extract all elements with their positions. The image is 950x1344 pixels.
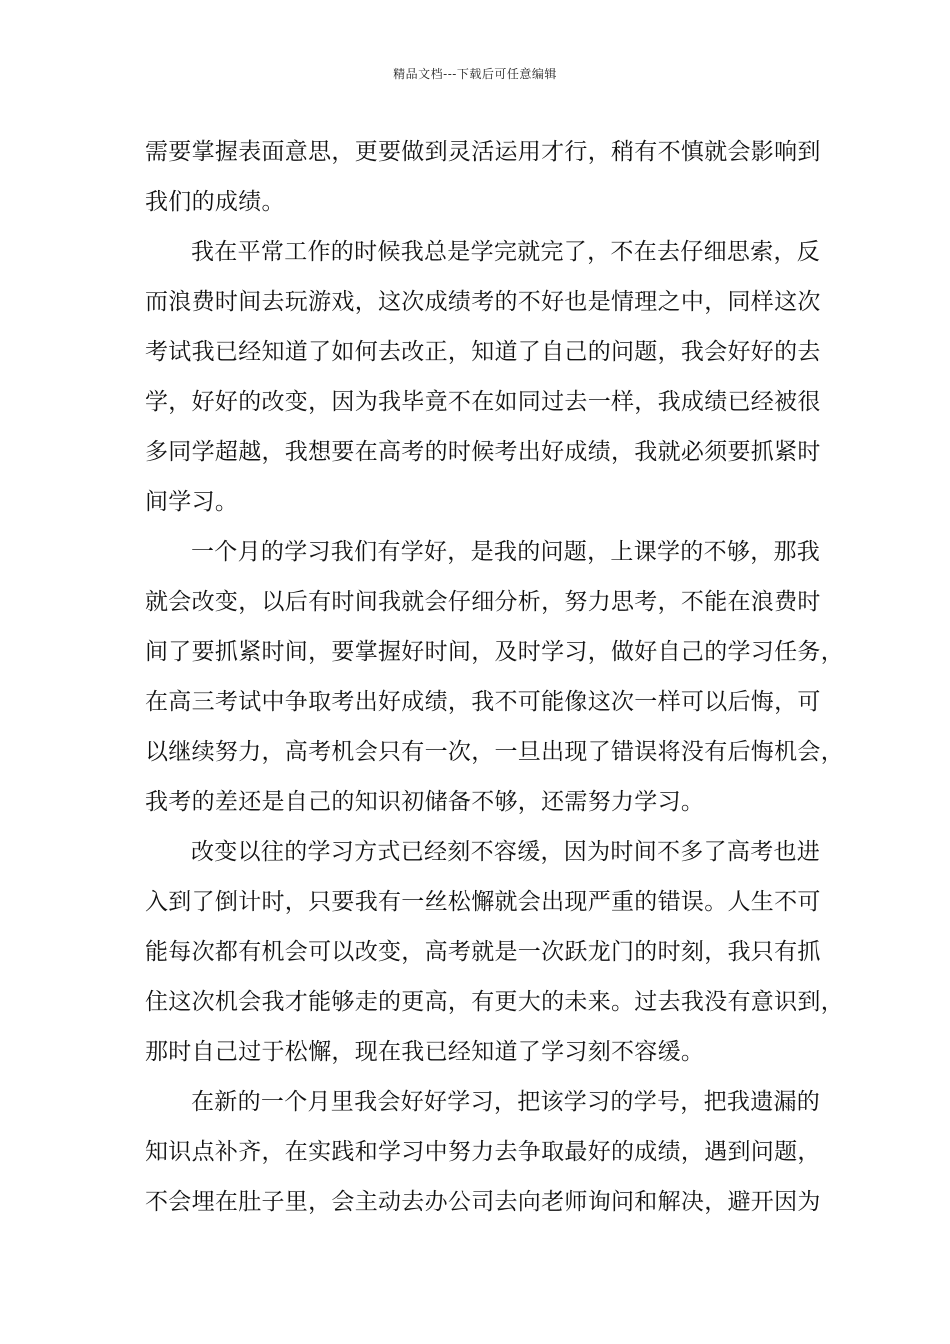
text-line: 改变以往的学习方式已经刻不容缓，因为时间不多了高考也进	[191, 839, 821, 865]
text-line: 一个月的学习我们有学好，是我的问题，上课学的不够，那我	[191, 539, 821, 565]
text-line: 那时自己过于松懈，现在我已经知道了学习刻不容缓。	[145, 1039, 705, 1065]
text-line: 间学习。	[145, 489, 239, 515]
text-line: 间了要抓紧时间，要掌握好时间，及时学习，做好自己的学习任务，	[145, 639, 844, 665]
text-line: 知识点补齐，在实践和学习中努力去争取最好的成绩，遇到问题，	[145, 1139, 821, 1165]
text-line: 我在平常工作的时候我总是学完就完了，不在去仔细思索，反	[191, 239, 821, 265]
text-line: 以继续努力，高考机会只有一次，一旦出现了错误将没有后悔机会，	[145, 739, 844, 765]
text-line: 学，好好的改变，因为我毕竟不在如同过去一样，我成绩已经被很	[145, 389, 821, 415]
text-line: 我考的差还是自己的知识初储备不够，还需努力学习。	[145, 789, 705, 815]
text-line: 需要掌握表面意思，更要做到灵活运用才行，稍有不慎就会影响到	[145, 139, 821, 165]
text-line: 住这次机会我才能够走的更高，有更大的未来。过去我没有意识到，	[145, 989, 844, 1015]
text-line: 不会埋在肚子里，会主动去办公司去向老师询问和解决，避开因为	[145, 1189, 821, 1215]
text-line: 就会改变，以后有时间我就会仔细分析，努力思考，不能在浪费时	[145, 589, 821, 615]
text-line: 能每次都有机会可以改变，高考就是一次跃龙门的时刻，我只有抓	[145, 939, 821, 965]
text-line: 入到了倒计时，只要我有一丝松懈就会出现严重的错误。人生不可	[145, 889, 821, 915]
text-line: 考试我已经知道了如何去改正，知道了自己的问题，我会好好的去	[145, 339, 821, 365]
text-line: 在高三考试中争取考出好成绩，我不可能像这次一样可以后悔，可	[145, 689, 821, 715]
text-line: 我们的成绩。	[145, 189, 285, 215]
page-header: 精品文档---下载后可任意编辑	[393, 67, 557, 81]
text-line: 多同学超越，我想要在高考的时候考出好成绩，我就必须要抓紧时	[145, 439, 821, 465]
text-line: 而浪费时间去玩游戏，这次成绩考的不好也是情理之中，同样这次	[145, 289, 821, 315]
text-line: 在新的一个月里我会好好学习，把该学习的学号，把我遗漏的	[191, 1089, 821, 1115]
